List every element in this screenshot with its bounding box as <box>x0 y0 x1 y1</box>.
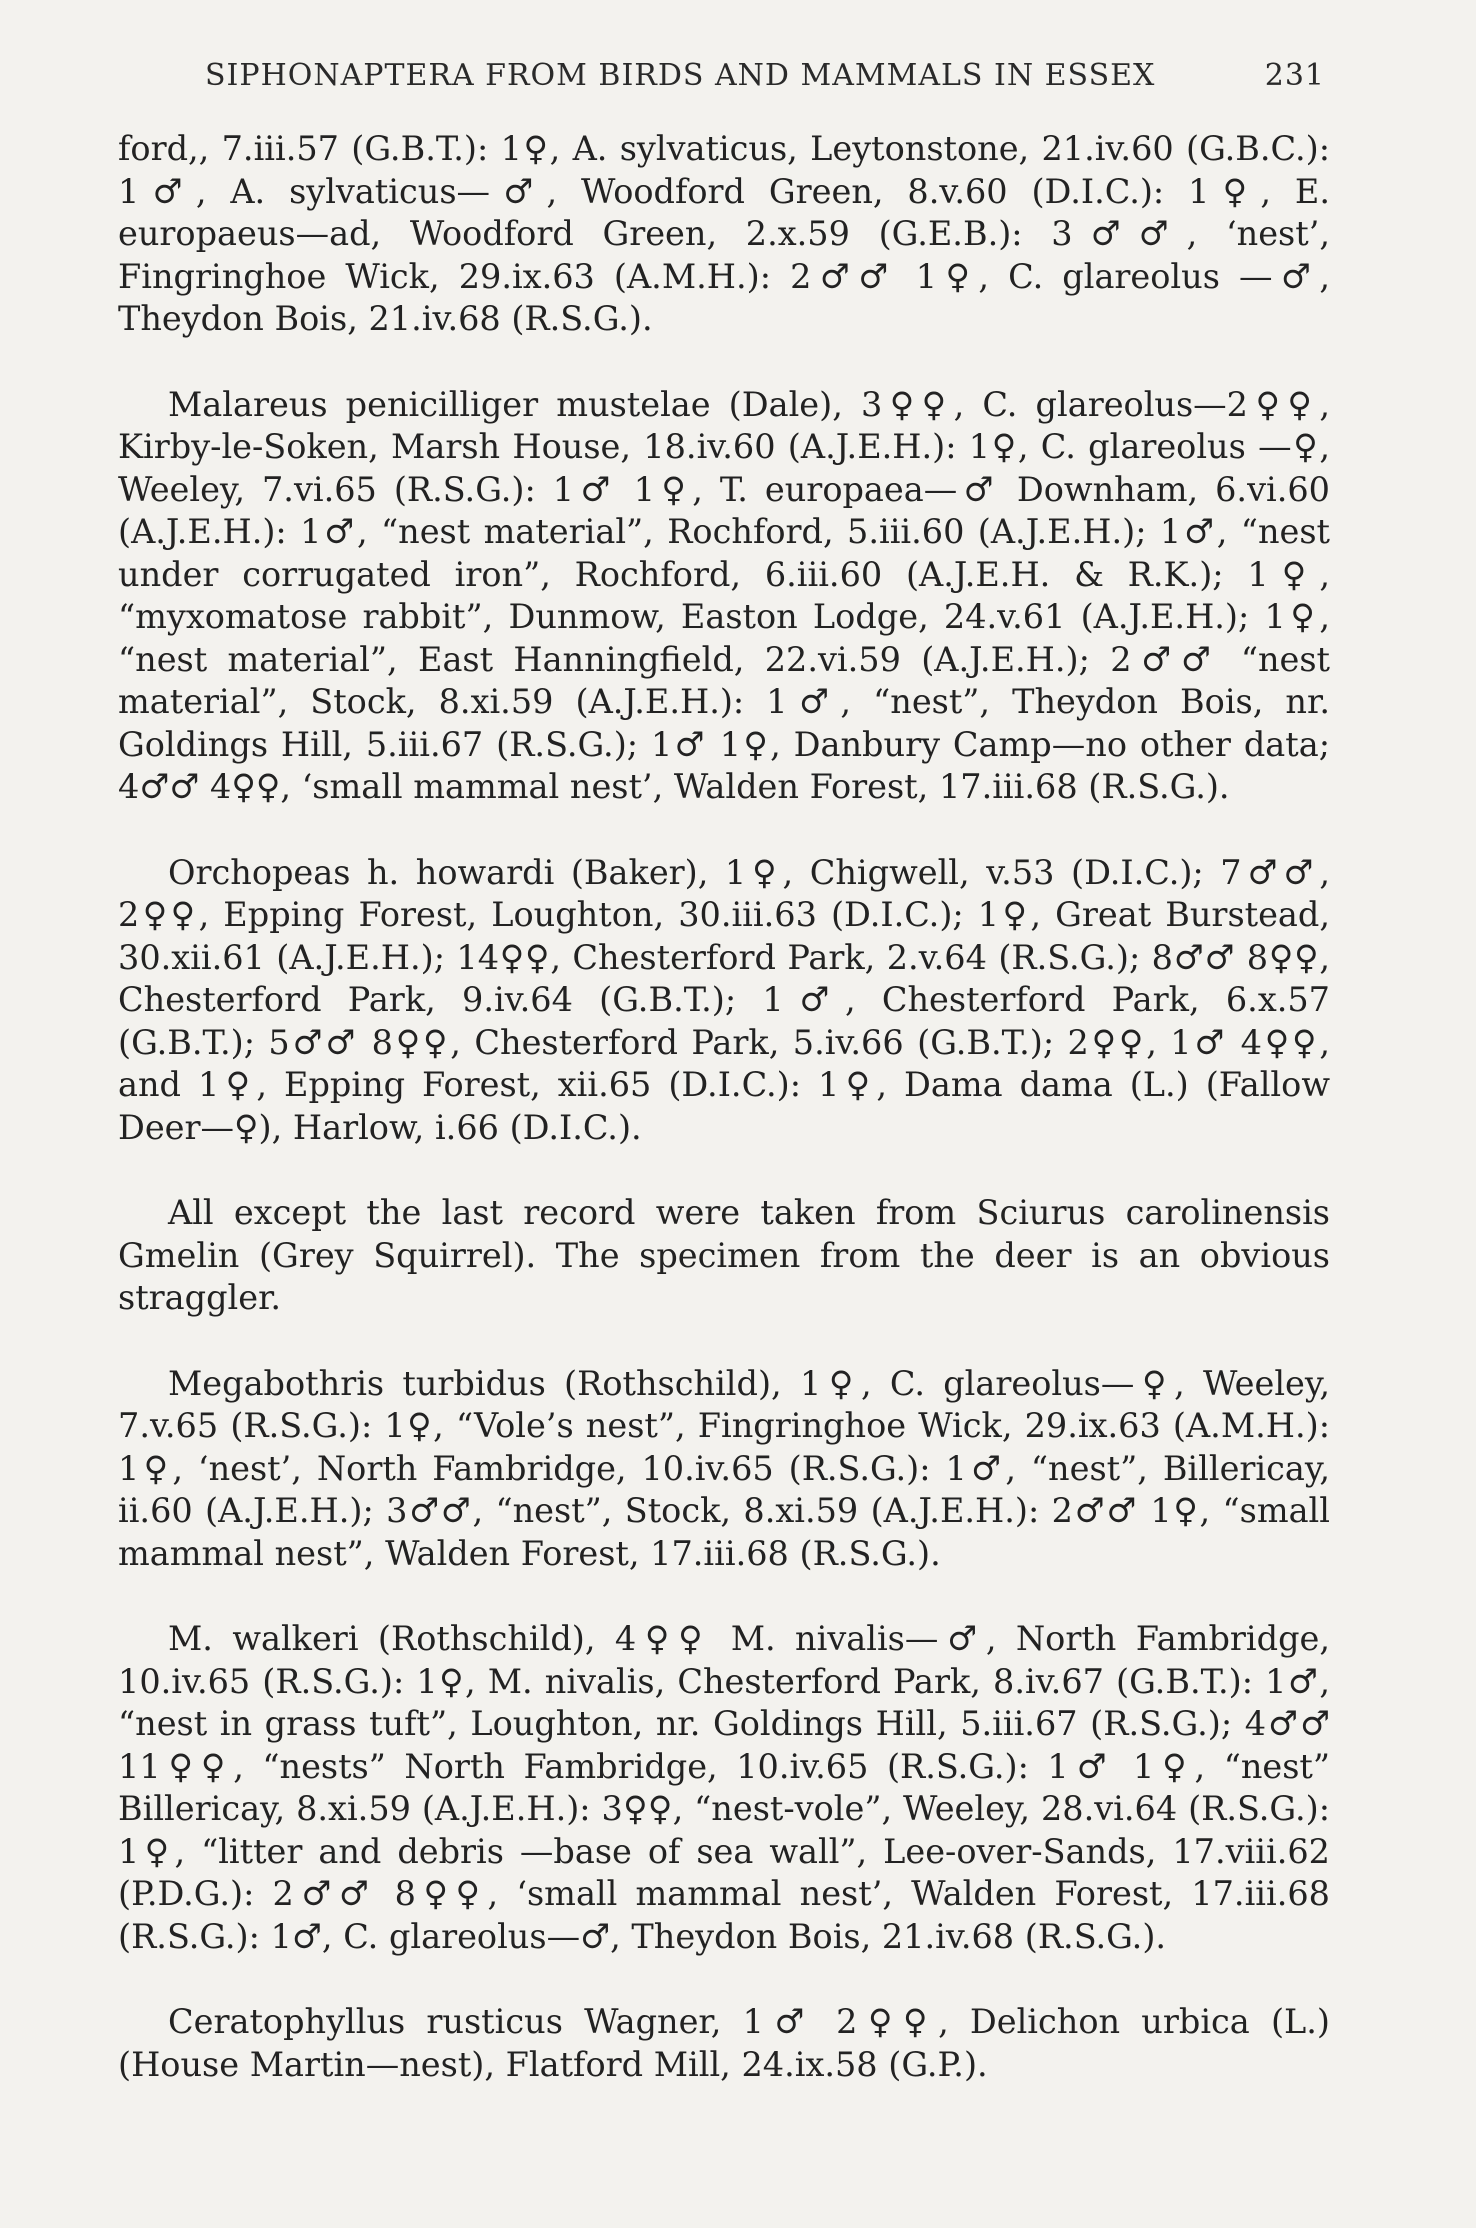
header-title: SIPHONAPTERA FROM BIRDS AND MAMMALS IN ESSEX <box>205 58 1156 93</box>
page-number: 231 <box>1264 58 1325 93</box>
paragraph: Malareus penicilliger mustelae (Dale), 3♀♀, C. glareolus—2♀♀, Kirby-le-Soken, Marsh House, 18.iv.60 (A.J.E.H.): 1♀, C. glareolus —♀, Weeley, 7.vi.65 (R.S.G.): 1♂ 1♀, T. europaea—♂ Downham, 6.vi.60 (A.J.E.H.): 1♂, “nest material”, Rochford, 5.iii.60 (A.J.E.H.); 1♂, “nest under corrugated iron”, Rochford, 6.iii.60 (A.J.E.H. & R.K.); 1♀, “myxomatose rabbit”, Dunmow, Easton Lodge, 24.v.61 (A.J.E.H.); 1♀, “nest material”, East Hanningfield, 22.vi.59 (A.J.E.H.); 2♂♂ “nest material”, Stock, 8.xi.59 (A.J.E.H.): 1♂, “nest”, Theydon Bois, nr. Goldings Hill, 5.iii.67 (R.S.G.); 1♂ 1♀, Danbury Camp—no other data; 4♂♂ 4♀♀, ‘small mammal nest’, Walden Forest, 17.iii.68 (R.S.G.). <box>118 384 1330 806</box>
paragraph: M. walkeri (Rothschild), 4♀♀ M. nivalis—♂, North Fambridge, 10.iv.65 (R.S.G.): 1♀, M. nivalis, Chesterford Park, 8.iv.67 (G.B.T.): 1♂, “nest in grass tuft”, Loughton, nr. Goldings Hill, 5.iii.67 (R.S.G.); 4♂♂ 11♀♀, “nests” North Fambridge, 10.iv.65 (R.S.G.): 1♂ 1♀, “nest” Billericay, 8.xi.59 (A.J.E.H.): 3♀♀, “nest-vole”, Weeley, 28.vi.64 (R.S.G.): 1♀, “litter and debris —base of sea wall”, Lee-over-Sands, 17.viii.62 (P.D.G.): 2♂♂ 8♀♀, ‘small mammal nest’, Walden Forest, 17.iii.68 (R.S.G.): 1♂, C. glareolus—♂, Theydon Bois, 21.iv.68 (R.S.G.). <box>118 1619 1330 1956</box>
paragraph: Ceratophyllus rusticus Wagner, 1♂ 2♀♀, Delichon urbica (L.) (House Martin—nest), Flatford Mill, 24.ix.58 (G.P.). <box>118 2002 1330 2084</box>
paragraph: All except the last record were taken from Sciurus carolinensis Gmelin (Grey Squirrel). The specimen from the deer is an obvious straggler. <box>118 1193 1330 1317</box>
paragraph: ford,, 7.iii.57 (G.B.T.): 1♀, A. sylvaticus, Leytonstone, 21.iv.60 (G.B.C.): 1♂, A. sylvaticus—♂, Woodford Green, 8.v.60 (D.I.C.): 1♀, E. europaeus—ad, Woodford Green, 2.x.59 (G.E.B.): 3♂♂, ‘nest’, Fingringhoe Wick, 29.ix.63 (A.M.H.): 2♂♂ 1♀, C. glareolus —♂, Theydon Bois, 21.iv.68 (R.S.G.). <box>118 129 1330 338</box>
paragraph: Orchopeas h. howardi (Baker), 1♀, Chigwell, v.53 (D.I.C.); 7♂♂, 2♀♀, Epping Forest, Loughton, 30.iii.63 (D.I.C.); 1♀, Great Burstead, 30.xii.61 (A.J.E.H.); 14♀♀, Chesterford Park, 2.v.64 (R.S.G.); 8♂♂ 8♀♀, Chesterford Park, 9.iv.64 (G.B.T.); 1♂, Chesterford Park, 6.x.57 (G.B.T.); 5♂♂ 8♀♀, Chesterford Park, 5.iv.66 (G.B.T.); 2♀♀, 1♂ 4♀♀, and 1♀, Epping Forest, xii.65 (D.I.C.): 1♀, Dama dama (L.) (Fallow Deer—♀), Harlow, i.66 (D.I.C.). <box>118 852 1330 1147</box>
running-header <box>205 58 1325 93</box>
body-text <box>118 128 1330 2086</box>
paragraph: Megabothris turbidus (Rothschild), 1♀, C. glareolus—♀, Weeley, 7.v.65 (R.S.G.): 1♀, “Vole’s nest”, Fingringhoe Wick, 29.ix.63 (A.M.H.): 1♀, ‘nest’, North Fambridge, 10.iv.65 (R.S.G.): 1♂, “nest”, Billericay, ii.60 (A.J.E.H.); 3♂♂, “nest”, Stock, 8.xi.59 (A.J.E.H.): 2♂♂ 1♀, “small mammal nest”, Walden Forest, 17.iii.68 (R.S.G.). <box>118 1363 1330 1573</box>
